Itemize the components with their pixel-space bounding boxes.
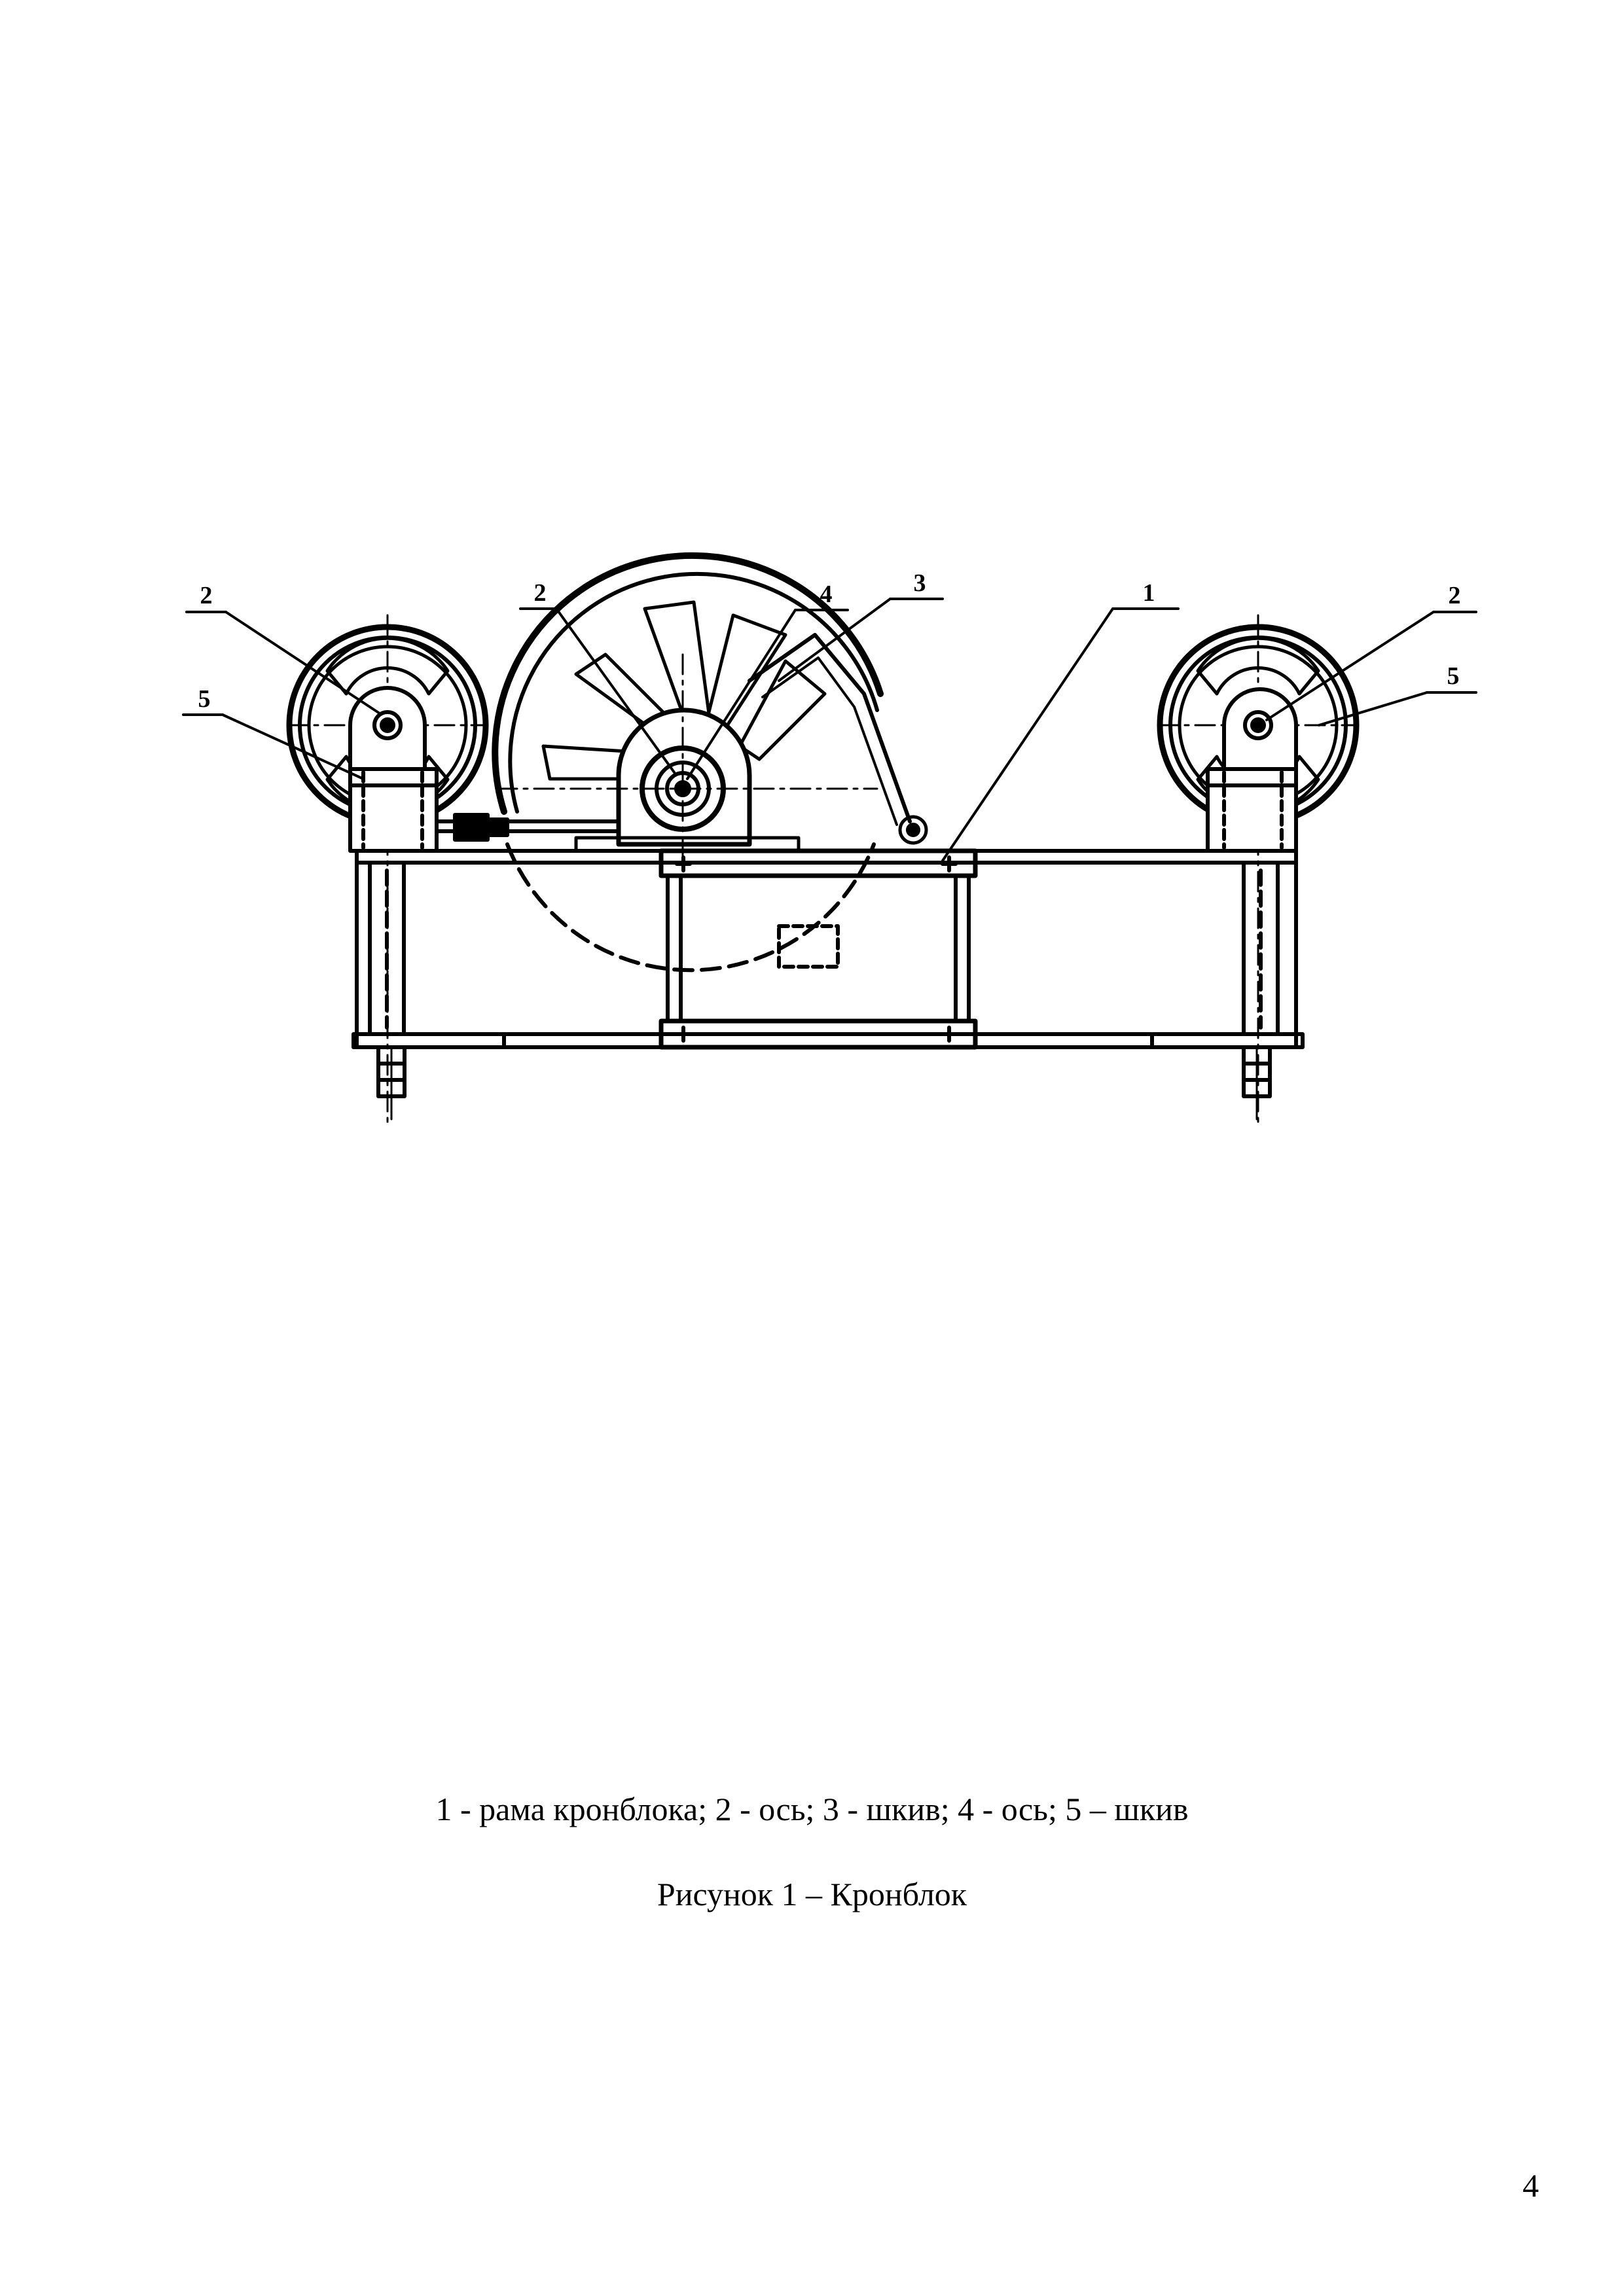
main-pulley <box>495 556 926 970</box>
crown-block-frame <box>353 851 1303 1119</box>
callout-left-2: 2 <box>200 582 213 609</box>
callout-right-2: 2 <box>1448 582 1461 609</box>
callout-center-4: 4 <box>820 581 833 608</box>
callout-center-2: 2 <box>533 579 547 607</box>
figure-caption: Рисунок 1 – Кронблок <box>657 1876 967 1912</box>
callout-left-5: 5 <box>198 685 211 713</box>
page-number: 4 <box>1523 2167 1539 2204</box>
callout-right-5: 5 <box>1447 662 1460 690</box>
figure-legend: 1 - рама кронблока; 2 - ось; 3 - шкив; 4 - ось; 5 – шкив <box>435 1791 1189 1827</box>
center-support-box <box>661 851 975 1047</box>
right-axle-bracket <box>1208 689 1296 851</box>
callout-center-3: 3 <box>913 569 926 597</box>
callout-frame-1: 1 <box>1142 579 1155 607</box>
